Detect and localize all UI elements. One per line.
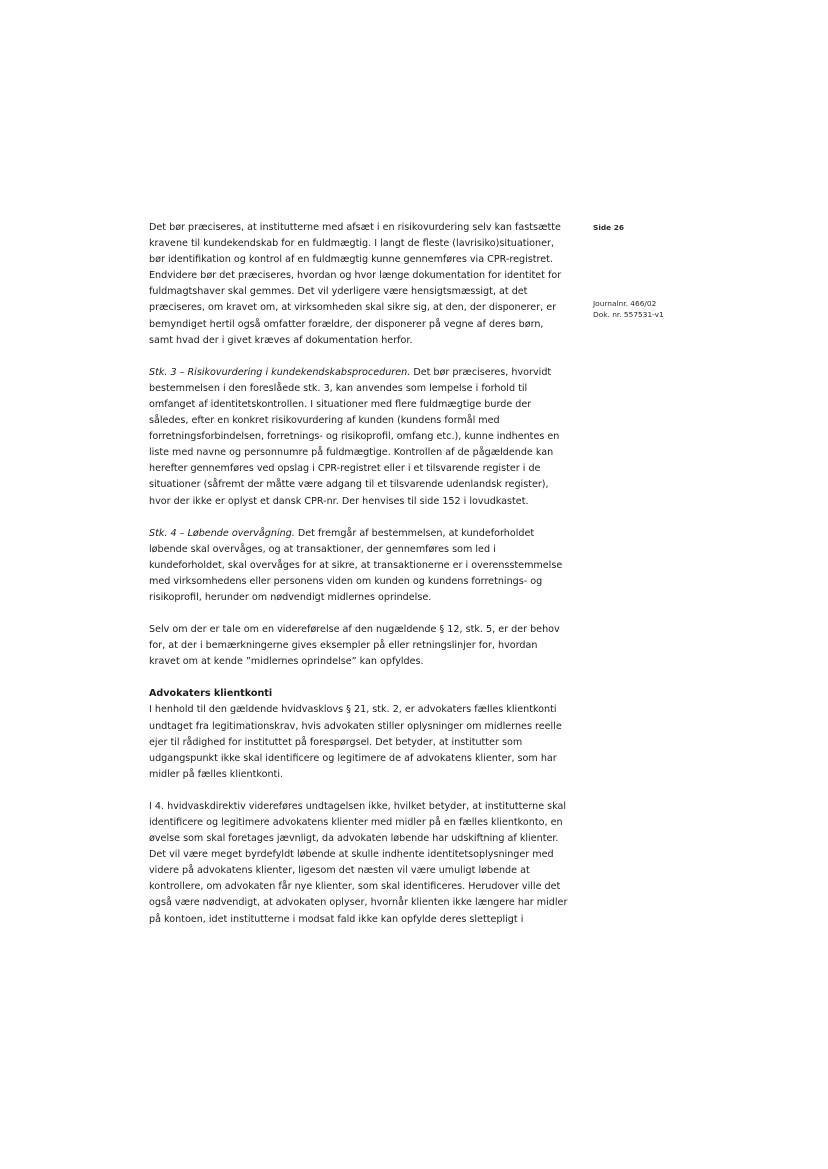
stk3-heading: Stk. 3 – Risikovurdering i kundekendskabsproceduren. xyxy=(149,366,411,378)
paragraph-fuldmaegtig: Det bør præciseres, at institutterne med afsæt i en risikovurdering selv kan fastsætte kravene til kundekendskab for en fuldmægtig. I langt de fleste (lavrisiko)situationer, bør identifikation og kontrol af en fuldmægtig kunne gennemføres via CPR-registret. Endvidere bør det præciseres, hvordan og hvor længe dokumentation for identitet for fuldmagtshaver skal gemmes. Det vil yderligere være hensigtsmæssigt, at det præciseres, om kravet om, at virksomheden skal sikre sig, at den, der disponerer, er bemyndiget hertil også omfatter forældre, der disponerer på vegne af deres børn, samt hvad der i givet kræves af dokumentation herfor. xyxy=(149,222,562,346)
stk3-text: Det bør præciseres, hvorvidt bestemmelsen i den foreslåede stk. 3, kan anvendes som lempelse i forhold til omfanget af identitetskontrollen. I situationer med flere fuldmægtige burde der således, efter en konkret risikovurdering af kunden (kundens formål med forretningsforbindelsen, forretnings- og risikoprofil, omfang etc.), kunne indhentes en liste med navne og personnumre på fuldmægtige. Kontrollen af de pågældende kan herefter gennemføres ved opslag i CPR-registret eller i et tilsvarende register i de situationer (såfremt der måtte være adgang til et tilsvarende udenlandsk register), hvor der ikke er oplyst et dansk CPR-nr. Der henvises til side 152 i lovudkastet. xyxy=(149,366,560,507)
stk4-heading: Stk. 4 – Løbende overvågning. xyxy=(149,527,295,539)
paragraph-stk4 xyxy=(149,526,570,606)
journal-number: Journalnr. 466/02 xyxy=(593,299,657,308)
section-heading: Advokaters klientkonti xyxy=(149,688,273,700)
page-number: Side 26 xyxy=(593,223,625,232)
paragraph-midlernes-oprindelse: Selv om der er tale om en videreførelse af den nugældende § 12, stk. 5, er der behov for, at der i bemærkningerne gives eksempler på eller retningslinjer for, hvordan kravet om at kende ”midlernes oprindelse” kan opfyldes. xyxy=(149,624,560,668)
document-number: Dok. nr. 557531-v1 xyxy=(593,310,664,319)
paragraph-4-hvidvaskdirektiv: I 4. hvidvaskdirektiv videreføres undtagelsen ikke, hvilket betyder, at institutterne skal identificere og legitimere advokatens klienter med midler på en fælles klientkonto, en øvelse som skal foretages jævnligt, da advokaten løbende har udskiftning af klienter. Det vil være meget byrdefyldt løbende at skulle indhente identitetsoplysninger med videre på advokatens klienter, ligesom det næsten vil være umuligt løbende at kontrollere, om advokaten får nye klienter, som skal identificeres. Herudover ville det også være nødvendigt, at advokaten oplyser, hvornår klienten ikke længere har midler på kontoen, idet institutterne i modsat fald ikke kan opfylde deres slettepligt i xyxy=(149,800,568,925)
main-text-column xyxy=(149,220,570,944)
paragraph-hvidvasklov: I henhold til den gældende hvidvasklovs § 21, stk. 2, er advokaters fælles klientkonti undtaget fra legitimationskrav, hvis advokaten stiller oplysninger om midlernes reelle ejer til rådighed for instituttet på forespørgsel. Det betyder, at institutter som udgangspunkt ikke skal identificere og legitimere de af advokatens klienter, som har midler på fælles klientkonti. xyxy=(149,704,562,780)
section-advokaters-klientkonti xyxy=(149,686,570,702)
paragraph-stk3 xyxy=(149,365,570,510)
document-reference xyxy=(593,298,664,320)
stk4-text: Det fremgår af bestemmelsen, at kundeforholdet løbende skal overvåges, og at transaktioner, der gennemføres som led i kundeforholdet, skal overvåges for at sikre, at transaktionerne er i overensstemmelse med virksomhedens eller personens viden om kunden og kundens forretnings- og risikoprofil, herunder om nødvendigt midlernes oprindelse. xyxy=(149,527,563,603)
